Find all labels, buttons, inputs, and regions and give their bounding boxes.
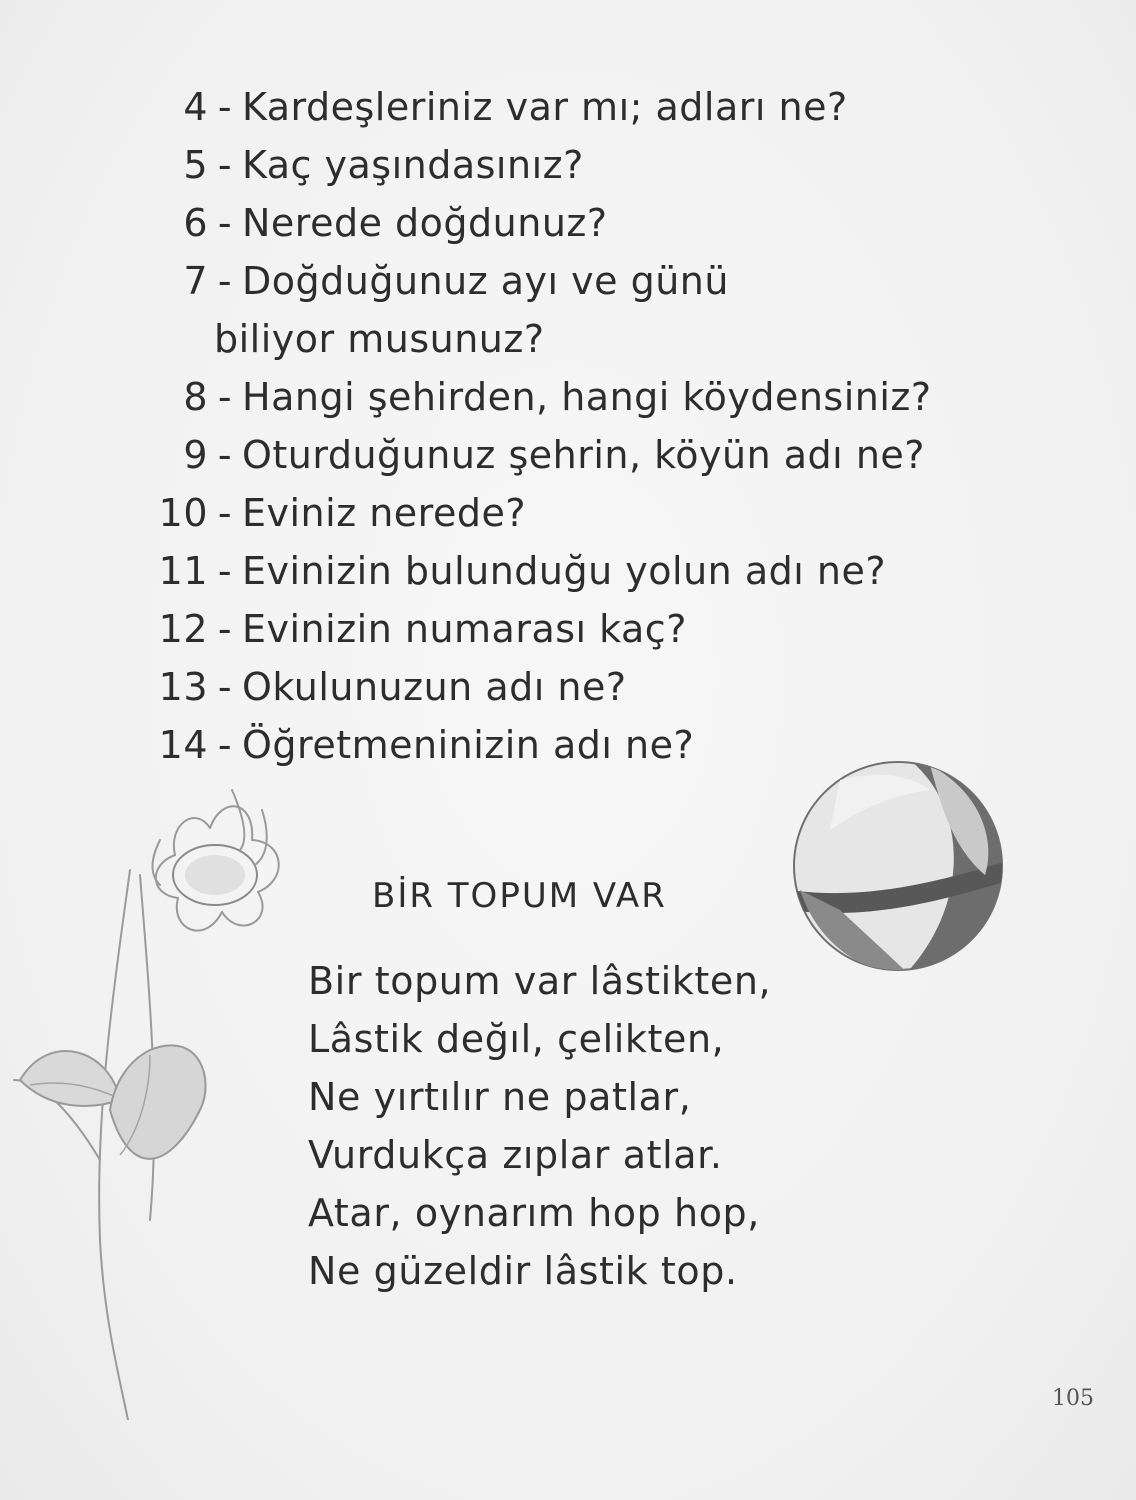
- question-number: 9: [183, 433, 208, 477]
- question-number: 5: [183, 143, 208, 187]
- question-continuation: [130, 310, 990, 368]
- poem-line: Vurdukça zıplar atlar.: [308, 1133, 723, 1177]
- question-item: [130, 600, 990, 658]
- question-separator: -: [217, 665, 233, 709]
- rubber-ball-illustration: [780, 750, 1020, 980]
- question-number: 11: [158, 549, 208, 593]
- question-separator: -: [217, 201, 233, 245]
- question-item: [130, 78, 990, 136]
- question-text: Öğretmeninizin adı ne?: [242, 723, 695, 767]
- question-item: [130, 136, 990, 194]
- question-separator: -: [217, 491, 233, 535]
- question-separator: -: [217, 85, 233, 129]
- question-item: [130, 658, 990, 716]
- question-text: Doğduğunuz ayı ve günü: [242, 259, 729, 303]
- question-item: [130, 484, 990, 542]
- page-number: 105: [1052, 1386, 1094, 1411]
- question-item: [130, 252, 990, 310]
- question-item: [130, 542, 990, 600]
- question-text: Evinizin numarası kaç?: [242, 607, 687, 651]
- poem-line: Atar, oynarım hop hop,: [308, 1191, 760, 1235]
- question-text: Oturduğunuz şehrin, köyün adı ne?: [242, 433, 925, 477]
- poem-line: Lâstik değıl, çelikten,: [308, 1017, 725, 1061]
- question-list: [130, 78, 990, 774]
- question-number: 12: [158, 607, 208, 651]
- question-separator: -: [217, 607, 233, 651]
- poem-line: Bir topum var lâstikten,: [308, 959, 772, 1003]
- poem-title: BİR TOPUM VAR: [372, 876, 667, 916]
- question-separator: -: [217, 375, 233, 419]
- question-item: [130, 716, 990, 774]
- question-separator: -: [217, 259, 233, 303]
- poem-line: Ne güzeldir lâstik top.: [308, 1249, 738, 1293]
- poem-line: Ne yırtılır ne patlar,: [308, 1075, 692, 1119]
- question-text: Hangi şehirden, hangi köydensiniz?: [242, 375, 932, 419]
- question-text-continued: biliyor musunuz?: [214, 317, 545, 361]
- question-number: 7: [183, 259, 208, 303]
- question-separator: -: [217, 723, 233, 767]
- sunflower-illustration: [0, 780, 290, 1420]
- question-separator: -: [217, 433, 233, 477]
- question-item: [130, 194, 990, 252]
- question-text: Evinizin bulunduğu yolun adı ne?: [242, 549, 887, 593]
- question-number: 8: [183, 375, 208, 419]
- question-separator: -: [217, 549, 233, 593]
- question-number: 13: [158, 665, 208, 709]
- poem-body: [308, 952, 771, 1300]
- question-item: [130, 426, 990, 484]
- question-number: 6: [183, 201, 208, 245]
- question-separator: -: [217, 143, 233, 187]
- question-text: Eviniz nerede?: [242, 491, 527, 535]
- question-number: 4: [183, 85, 208, 129]
- question-number: 14: [158, 723, 208, 767]
- question-text: Okulunuzun adı ne?: [242, 665, 627, 709]
- question-text: Nerede doğdunuz?: [242, 201, 608, 245]
- question-text: Kardeşleriniz var mı; adları ne?: [242, 85, 848, 129]
- question-item: [130, 368, 990, 426]
- question-number: 10: [158, 491, 208, 535]
- question-text: Kaç yaşındasınız?: [242, 143, 584, 187]
